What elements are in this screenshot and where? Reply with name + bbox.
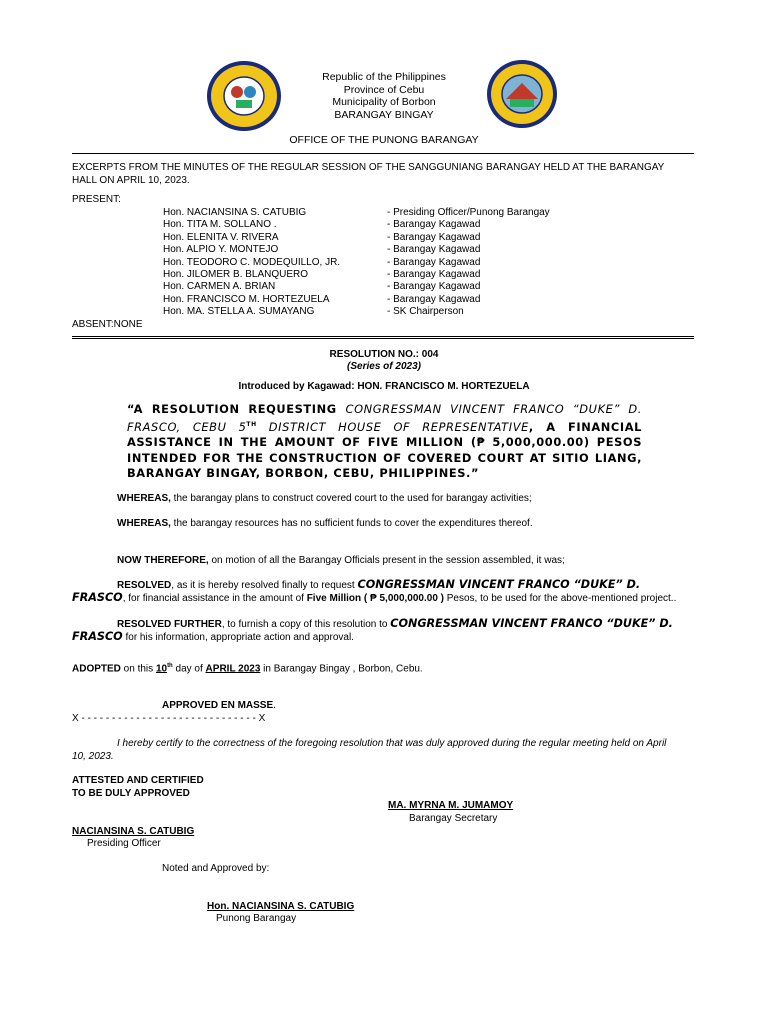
absent-label: ABSENT:NONE <box>72 319 143 330</box>
section-rule <box>72 336 694 339</box>
noted-label: Noted and Approved by: <box>162 863 270 874</box>
resolved-frasco: FRASCO <box>72 591 123 604</box>
header-republic: Republic of the Philippines <box>322 71 446 83</box>
resolved-lead: RESOLVED <box>117 580 172 591</box>
present-member-name: Hon. MA. STELLA A. SUMAYANG <box>163 306 315 318</box>
introduced-by: Introduced by Kagawad: HON. FRANCISCO M. HORTEZUELA <box>238 381 530 392</box>
resolution-number: RESOLUTION NO.: 004 <box>329 349 439 360</box>
presiding-title: Presiding Officer <box>87 838 161 849</box>
approved-text: APPROVED EN MASSE <box>162 700 274 711</box>
whereas-1-lead: WHEREAS, <box>117 493 171 504</box>
present-member-role: - Barangay Kagawad <box>387 281 481 293</box>
header-province: Province of Cebu <box>343 84 425 96</box>
punong-title: Punong Barangay <box>216 913 297 924</box>
present-label: PRESENT: <box>72 194 121 205</box>
present-member-role: - Barangay Kagawad <box>387 244 481 256</box>
present-member-role: - Barangay Kagawad <box>387 293 481 305</box>
present-member-role: - Barangay Kagawad <box>387 256 481 268</box>
present-member-role: - Barangay Kagawad <box>387 219 481 231</box>
further-text1: , to furnish a copy of this resolution to <box>221 619 391 630</box>
office-title: OFFICE OF THE PUNONG BARANGAY <box>289 134 479 146</box>
adopted-day: 10 <box>155 663 168 675</box>
present-member-name: Hon. NACIANSINA S. CATUBIG <box>163 207 307 218</box>
header-rule <box>72 153 694 154</box>
resolution-series: (Series of 2023) <box>347 361 421 372</box>
title-rest: , A FINANCIAL ASSISTANCE IN THE AMOUNT OF FIVE MILLION (₱ 5,000,000.00) PESOS INTENDED FOR THE CONSTRUCTION OF COVERED COURT AT SITIO LIANG, BARANGAY BINGAY, BORBON, CEBU, PHILIPPINES.” <box>127 420 642 480</box>
adopted-t2: day of <box>172 663 206 675</box>
title-congressman: CONGRESSMAN VINCENT FRANCO “DUKE” D. <box>345 402 643 416</box>
header-municipality: Municipality of Borbon <box>332 96 436 108</box>
present-member-role: - Barangay Kagawad <box>387 231 481 243</box>
header-barangay: BARANGAY BINGAY <box>334 109 434 121</box>
adopted-t3: in Barangay Bingay , Borbon, Cebu. <box>260 663 423 675</box>
approved-dot: . <box>273 700 276 711</box>
attested-line2: TO BE DULY APPROVED <box>72 788 190 799</box>
present-member-name: Hon. JILOMER B. BLANQUERO <box>163 269 309 280</box>
title-sup: TH <box>246 421 257 429</box>
whereas-1-text: the barangay plans to construct covered court to the used for barangay activities; <box>170 493 532 504</box>
resolved-line1 <box>117 578 640 592</box>
resolved-congressman: CONGRESSMAN VINCENT FRANCO “DUKE” D. <box>357 578 641 591</box>
presiding-name: NACIANSINA S. CATUBIG <box>72 826 195 837</box>
now-therefore-lead: NOW THEREFORE, <box>117 555 209 566</box>
adopted-month: APRIL 2023 <box>205 663 261 675</box>
further-text2: for his information, appropriate action and approval. <box>122 632 354 643</box>
whereas-2 <box>117 517 533 530</box>
secretary-name: MA. MYRNA M. JUMAMOY <box>388 800 514 811</box>
present-member-name: Hon. ALPIO Y. MONTEJO <box>163 244 279 256</box>
further-line2 <box>72 630 354 644</box>
now-therefore <box>117 554 565 567</box>
title-part: “A RESOLUTION REQUESTING <box>127 402 346 416</box>
further-lead: RESOLVED FURTHER <box>117 619 222 630</box>
resolved-amount: Five Million ( ₱ 5,000,000.00 ) <box>306 593 444 604</box>
present-member-name: Hon. CARMEN A. BRIAN <box>163 281 276 293</box>
resolved-text1: , as it is hereby resolved finally to request <box>171 580 358 591</box>
approved-en-masse <box>162 699 276 712</box>
whereas-1 <box>117 492 532 505</box>
secretary-title: Barangay Secretary <box>409 813 498 824</box>
present-member-role: - Barangay Kagawad <box>387 269 481 280</box>
whereas-2-text: the barangay resources has no sufficient funds to cover the expenditures thereof. <box>170 518 533 529</box>
present-member-name: Hon. FRANCISCO M. HORTEZUELA <box>163 293 330 305</box>
excerpt-line1: EXCERPTS FROM THE MINUTES OF THE REGULAR SESSION OF THE SANGGUNIANG BARANGAY HELD AT THE BARANGAY <box>72 162 665 173</box>
resolved-text3: Pesos, to be used for the above-mentioned project.. <box>443 593 677 604</box>
adopted-t1: on this <box>120 663 156 675</box>
attested-line1: ATTESTED AND CERTIFIED <box>72 775 204 786</box>
adopted-lead: ADOPTED <box>72 663 121 675</box>
x-line: X - - - - - - - - - - - - - - - - - - - - - - - - - - - - - X <box>72 713 266 724</box>
certify-line1: I hereby certify to the correctness of the foregoing resolution that was duly approved during the regular meeting held on April <box>117 738 667 749</box>
resolved-line2 <box>72 591 676 605</box>
adopted-day-sup: th <box>167 663 173 669</box>
excerpt-line2: HALL ON APRIL 10, 2023. <box>72 175 190 186</box>
adopted-line <box>72 660 423 675</box>
present-member-role: - SK Chairperson <box>387 306 464 318</box>
now-therefore-text: on motion of all the Barangay Officials present in the session assembled, it was; <box>208 555 565 566</box>
present-member-name: Hon. ELENITA V. RIVERA <box>163 231 279 243</box>
present-member-name: Hon. TEODORO C. MODEQUILLO, JR. <box>163 256 341 268</box>
title-district: DISTRICT HOUSE OF REPRESENTATIVE <box>256 420 529 435</box>
further-frasco: FRASCO <box>72 630 123 643</box>
resolved-text2: , for financial assistance in the amount of <box>122 593 307 604</box>
present-member-name: Hon. TITA M. SOLLANO . <box>163 219 277 231</box>
punong-name: Hon. NACIANSINA S. CATUBIG <box>207 901 355 912</box>
certify-line2: 10, 2023. <box>72 751 114 762</box>
whereas-2-lead: WHEREAS, <box>117 518 171 529</box>
title-cebu: , CEBU 5 <box>176 420 247 435</box>
resolution-title <box>127 402 642 481</box>
further-line1 <box>117 617 673 631</box>
present-member-role: - Presiding Officer/Punong Barangay <box>387 207 550 218</box>
further-congressman: CONGRESSMAN VINCENT FRANCO “DUKE” D. <box>390 617 673 630</box>
title-frasco: FRASCO <box>127 420 177 435</box>
